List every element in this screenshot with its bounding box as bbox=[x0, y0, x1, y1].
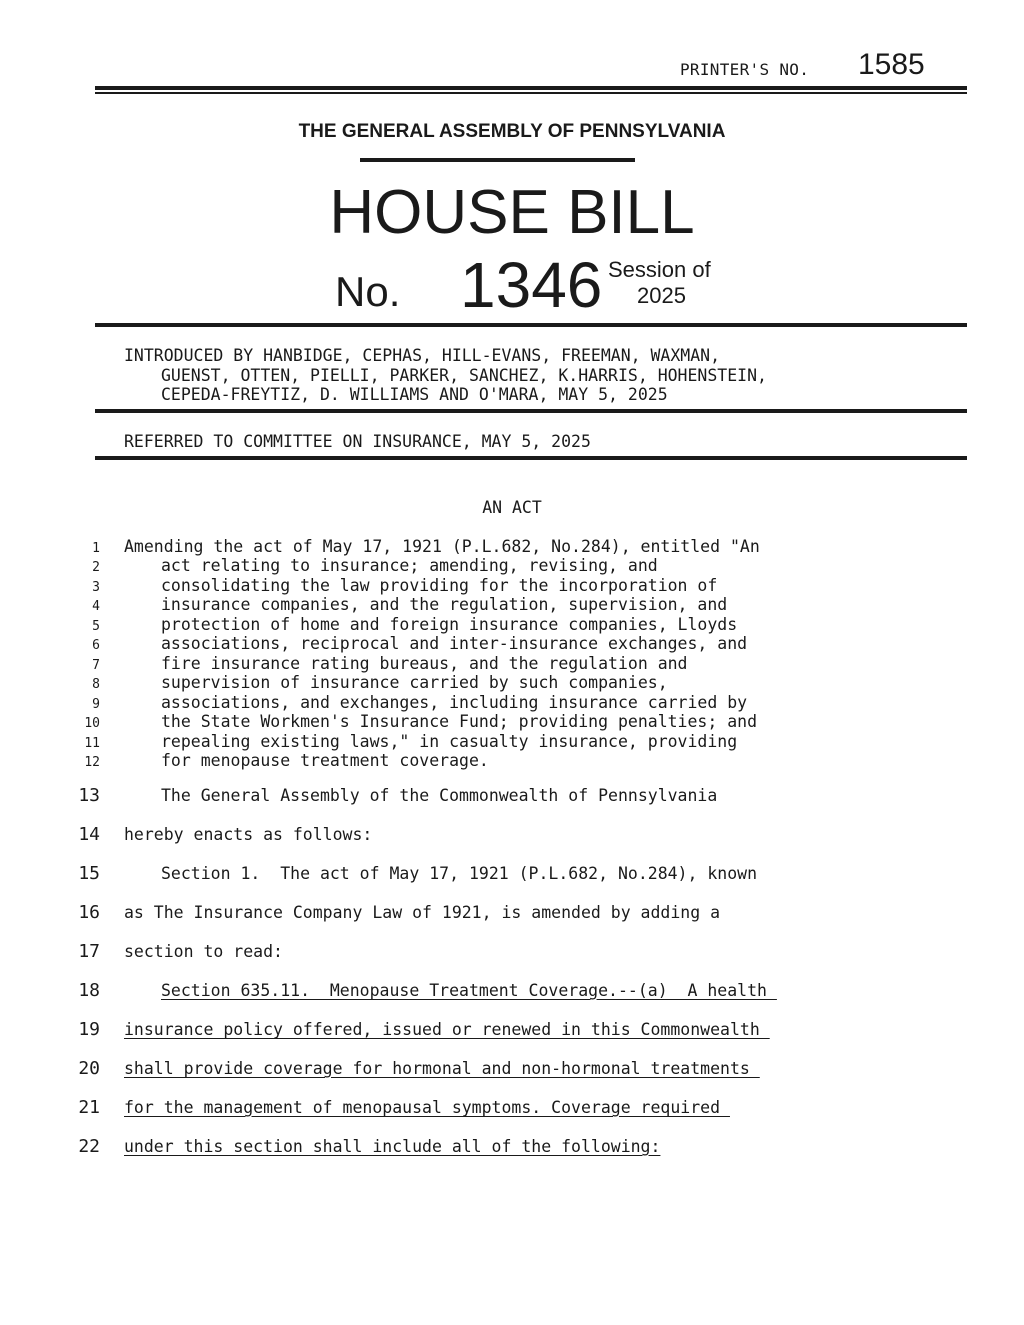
title-line: insurance companies, and the regulation, supervision, and bbox=[161, 595, 728, 614]
introduced-line-2: GUENST, OTTEN, PIELLI, PARKER, SANCHEZ, K.HARRIS, HOHENSTEIN, bbox=[161, 366, 767, 385]
introduced-rule bbox=[95, 409, 967, 413]
line-number: 4 bbox=[92, 599, 100, 614]
title-line: Amending the act of May 17, 1921 (P.L.682, No.284), entitled "An bbox=[124, 537, 760, 556]
line-number: 8 bbox=[92, 677, 100, 692]
line-number: 19 bbox=[78, 1019, 100, 1040]
line-number: 5 bbox=[92, 619, 100, 634]
line-number: 3 bbox=[92, 580, 100, 595]
session-year: 2025 bbox=[637, 283, 686, 308]
header-double-rule bbox=[95, 86, 967, 94]
line-number: 18 bbox=[78, 980, 100, 1001]
line-number: 16 bbox=[78, 902, 100, 923]
referred-rule bbox=[95, 456, 967, 460]
line-number: 21 bbox=[78, 1097, 100, 1118]
title-line: supervision of insurance carried by such companies, bbox=[161, 673, 668, 692]
line-number: 2 bbox=[92, 560, 100, 575]
body-line: as The Insurance Company Law of 1921, is amended by adding a bbox=[124, 903, 721, 922]
line-number: 15 bbox=[78, 863, 100, 884]
body-line-inserted: insurance policy offered, issued or renewed in this Commonwealth bbox=[124, 1020, 770, 1039]
bill-number: 1346 bbox=[460, 249, 603, 321]
assembly-title: THE GENERAL ASSEMBLY OF PENNSYLVANIA bbox=[298, 121, 726, 142]
line-number: 14 bbox=[78, 824, 100, 845]
title-line: protection of home and foreign insurance companies, Lloyds bbox=[161, 615, 738, 634]
line-number: 17 bbox=[78, 941, 100, 962]
title-line: for menopause treatment coverage. bbox=[161, 751, 489, 770]
line-number: 6 bbox=[92, 638, 100, 653]
body-line: hereby enacts as follows: bbox=[124, 825, 373, 844]
body-line-inserted: for the management of menopausal symptoms. Coverage required bbox=[124, 1098, 730, 1117]
line-number: 7 bbox=[92, 658, 100, 673]
body-line-inserted: Section 635.11. Menopause Treatment Coverage.--(a) A health bbox=[161, 981, 777, 1000]
title-line: repealing existing laws," in casualty insurance, providing bbox=[161, 732, 738, 751]
line-number: 1 bbox=[92, 541, 100, 556]
title-line: consolidating the law providing for the incorporation of bbox=[161, 576, 718, 595]
line-number: 11 bbox=[84, 736, 100, 751]
line-number: 22 bbox=[78, 1136, 100, 1157]
introduced-line-1: INTRODUCED BY HANBIDGE, CEPHAS, HILL-EVANS, FREEMAN, WAXMAN, bbox=[124, 346, 721, 365]
line-number: 20 bbox=[78, 1058, 100, 1079]
act-heading: AN ACT bbox=[482, 498, 542, 517]
body-line: The General Assembly of the Commonwealth of Pennsylvania bbox=[161, 786, 718, 805]
introduced-line-3: CEPEDA-FREYTIZ, D. WILLIAMS AND O'MARA, MAY 5, 2025 bbox=[161, 385, 668, 404]
body-line-inserted: under this section shall include all of the following: bbox=[124, 1137, 661, 1156]
line-number: 10 bbox=[84, 716, 100, 731]
title-line: associations, and exchanges, including insurance carried by bbox=[161, 693, 748, 712]
line-number: 12 bbox=[84, 755, 100, 770]
title-line: act relating to insurance; amending, revising, and bbox=[161, 556, 658, 575]
referred-to-committee: REFERRED TO COMMITTEE ON INSURANCE, MAY 5, 2025 bbox=[124, 432, 591, 451]
line-number: 9 bbox=[92, 697, 100, 712]
title-line: fire insurance rating bureaus, and the regulation and bbox=[161, 654, 688, 673]
assembly-underline bbox=[360, 158, 635, 162]
session-label: Session of bbox=[608, 257, 711, 282]
line-number: 13 bbox=[78, 785, 100, 806]
body-line: Section 1. The act of May 17, 1921 (P.L.682, No.284), known bbox=[161, 864, 758, 883]
printers-number-label: PRINTER'S NO. bbox=[680, 60, 810, 79]
title-line: associations, reciprocal and inter-insurance exchanges, and bbox=[161, 634, 748, 653]
header-rule bbox=[95, 323, 967, 327]
bill-no-label: No. bbox=[335, 268, 401, 315]
body-line-inserted: shall provide coverage for hormonal and non-hormonal treatments bbox=[124, 1059, 760, 1078]
title-line: the State Workmen's Insurance Fund; providing penalties; and bbox=[161, 712, 758, 731]
body-line: section to read: bbox=[124, 942, 283, 961]
bill-type-title: HOUSE BILL bbox=[329, 178, 695, 247]
printers-number: 1585 bbox=[858, 48, 925, 81]
